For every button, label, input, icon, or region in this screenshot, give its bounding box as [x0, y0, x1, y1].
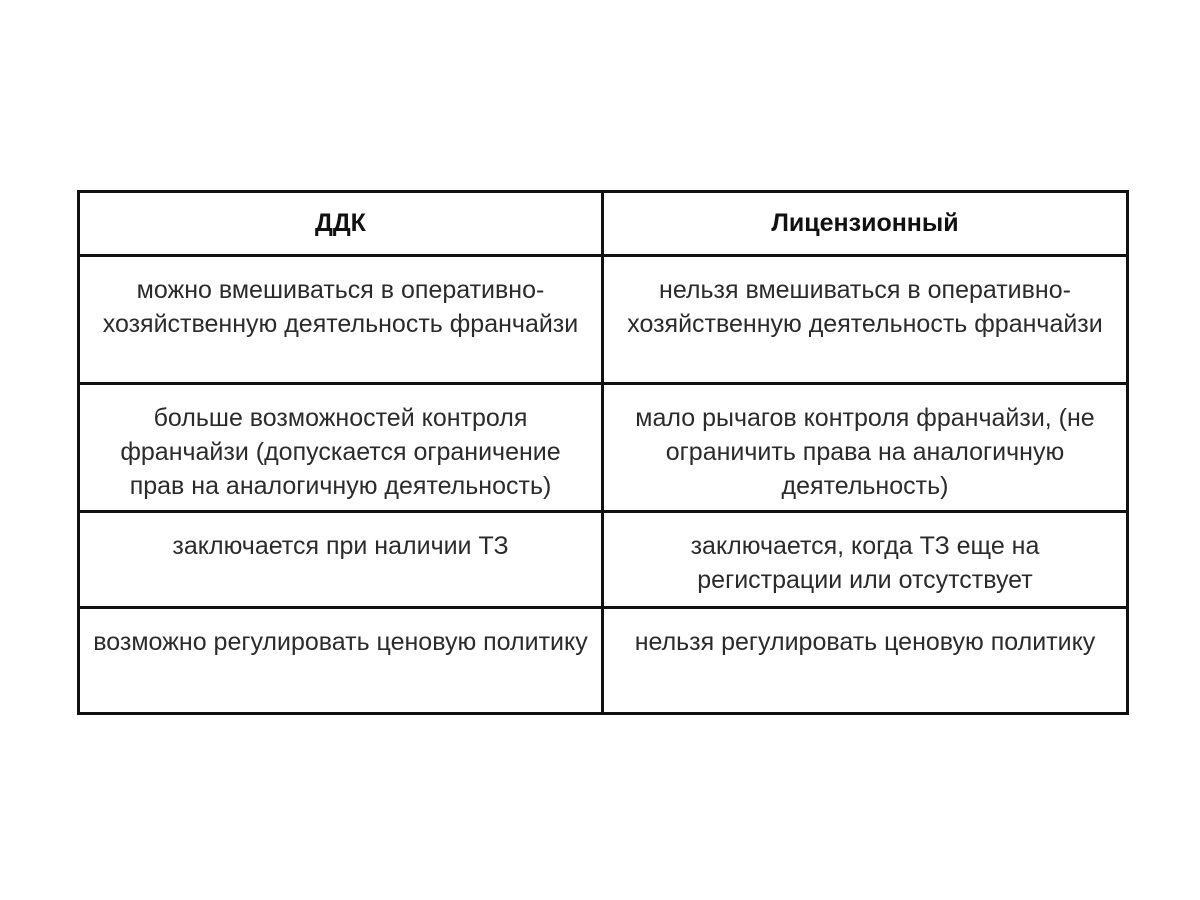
table-cell-left: [79, 608, 603, 714]
table-body: [79, 256, 1128, 714]
header-row: [79, 192, 1128, 256]
table-cell-left: [79, 256, 603, 384]
header-ddk: ДДК: [79, 192, 603, 256]
table-row: [79, 512, 1128, 608]
table-cell-left: [79, 384, 603, 512]
cell-text: нельзя регулировать ценовую политику: [634, 628, 1096, 656]
table-row: [79, 384, 1128, 512]
table-header: [79, 192, 1128, 256]
table-cell-left: [79, 512, 603, 608]
table-cell-right: [603, 608, 1128, 714]
table-cell-right: [603, 256, 1128, 384]
table-row: [79, 608, 1128, 714]
cell-text: больше возможностей контроля франчайзи (допускается ограничение прав на аналогичную деятельность): [120, 404, 561, 500]
cell-text: нельзя вмешиваться в оперативно-хозяйственную деятельность франчайзи: [627, 276, 1103, 338]
comparison-table: [77, 190, 1129, 715]
table-cell-right: [603, 384, 1128, 512]
cell-text: мало рычагов контроля франчайзи, (не ограничить права на аналогичную деятельность): [635, 404, 1095, 500]
cell-text: можно вмешиваться в оперативно-хозяйственную деятельность франчайзи: [102, 276, 579, 338]
cell-text: заключается при наличии ТЗ: [172, 532, 509, 560]
table-cell-right: [603, 512, 1128, 608]
table-row: [79, 256, 1128, 384]
cell-text: возможно регулировать ценовую политику: [93, 628, 588, 656]
cell-text: заключается, когда ТЗ еще на регистрации или отсутствует: [690, 532, 1040, 594]
header-license: Лицензионный: [603, 192, 1128, 256]
